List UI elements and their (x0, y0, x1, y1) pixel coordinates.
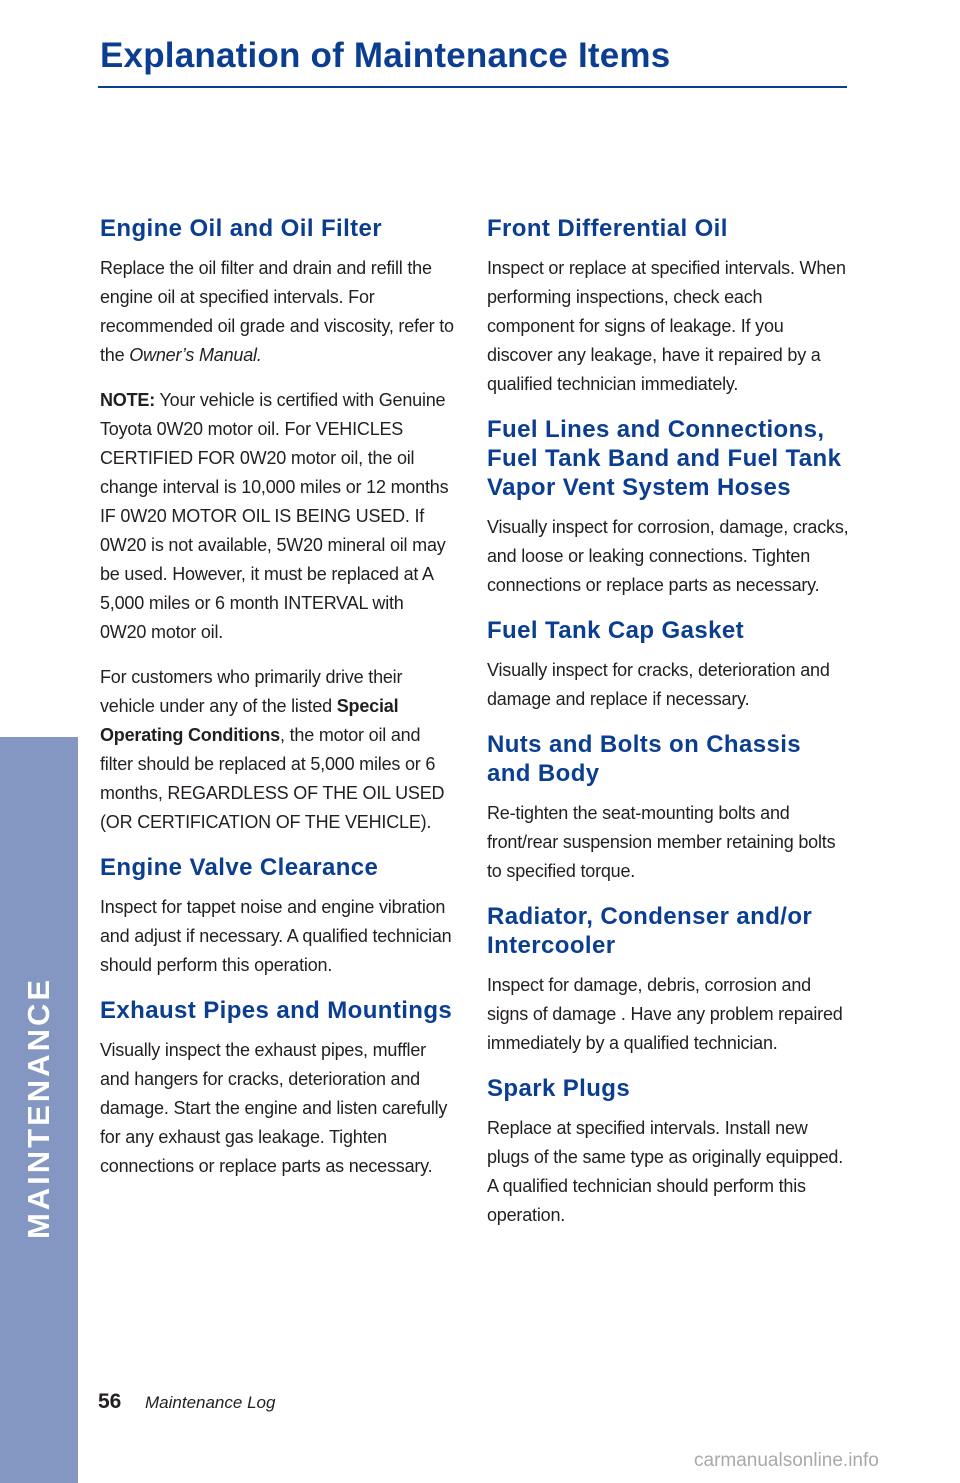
right-column (487, 214, 849, 1246)
engine-oil-heading: Engine Oil and Oil Filter (100, 215, 383, 242)
spark-heading: Spark Plugs (487, 1075, 631, 1102)
nuts-bolts-text: Re-tighten the seat-mounting bolts and front/rear suspension member retaining bolts to specified torque. (487, 803, 836, 881)
spark-text: Replace at specified intervals. Install new plugs of the same type as originally equipped. A qualified technician should perform this operation. (487, 1118, 844, 1225)
nuts-bolts-heading: Nuts and Bolts on Chassis and Body (487, 731, 802, 787)
exhaust-text: Visually inspect the exhaust pipes, muffler and hangers for cracks, deterioration and damage. Start the engine and listen carefully for any exhaust gas leakage. Tighten connections or replace parts as necessary. (100, 1040, 448, 1176)
front-diff-heading: Front Differential Oil (487, 215, 728, 242)
special-post: , the motor oil and filter should be replaced at 5,000 miles or 6 months, REGARDLESS OF THE OIL USED (OR CERTIFICATION OF THE VEHICLE). (100, 725, 445, 832)
page-number: 56 (98, 1390, 122, 1413)
fuel-cap-text: Visually inspect for cracks, deterioration and damage and replace if necessary. (487, 660, 830, 709)
special-conditions-paragraph (100, 663, 454, 837)
engine-oil-paragraph (100, 254, 454, 370)
valve-text: Inspect for tappet noise and engine vibration and adjust if necessary. A qualified technician should perform this operation. (100, 897, 452, 975)
engine-oil-text: Replace the oil filter and drain and refill the engine oil at specified intervals. For recommended oil grade and viscosity, refer to the (100, 258, 454, 365)
fuel-cap-heading: Fuel Tank Cap Gasket (487, 617, 744, 644)
left-column (100, 214, 454, 1197)
side-tab-label: MAINTENANCE (21, 976, 56, 1240)
note-label: NOTE: (100, 390, 155, 410)
fuel-lines-text: Visually inspect for corrosion, damage, cracks, and loose or leaking connections. Tighten connections or replace parts as necessary. (487, 517, 849, 595)
radiator-text: Inspect for damage, debris, corrosion and signs of damage . Have any problem repaired immediately by a qualified technician. (487, 975, 843, 1053)
engine-oil-note (100, 386, 454, 647)
owners-manual-ref: Owner’s Manual. (129, 345, 262, 365)
watermark: carmanualsonline.info (694, 1450, 879, 1471)
title-divider (98, 86, 847, 88)
footer-label: Maintenance Log (145, 1393, 276, 1412)
fuel-lines-heading: Fuel Lines and Connections, Fuel Tank Band and Fuel Tank Vapor Vent System Hoses (487, 416, 842, 501)
special-pre: For customers who primarily drive their vehicle under any of the listed (100, 667, 403, 716)
page-title: Explanation of Maintenance Items (100, 36, 671, 75)
front-diff-text: Inspect or replace at specified intervals. When performing inspections, check each component for signs of leakage. If you discover any leakage, have it repaired by a qualified technician immediately. (487, 258, 846, 394)
radiator-heading: Radiator, Condenser and/or Intercooler (487, 903, 813, 959)
exhaust-heading: Exhaust Pipes and Mountings (100, 997, 453, 1024)
special-operating-conditions: Special Operating Conditions (100, 696, 399, 745)
valve-heading: Engine Valve Clearance (100, 854, 379, 881)
note-text: Your vehicle is certified with Genuine Toyota 0W20 motor oil. For VEHICLES CERTIFIED FOR 0W20 motor oil, the oil change interval is 10,000 miles or 12 months IF 0W20 MOTOR OIL IS BEING USED. If 0W20 is not available, 5W20 mineral oil may be used. However, it must be replaced at A 5,000 miles or 6 month INTERVAL with 0W20 motor oil. (100, 390, 449, 642)
